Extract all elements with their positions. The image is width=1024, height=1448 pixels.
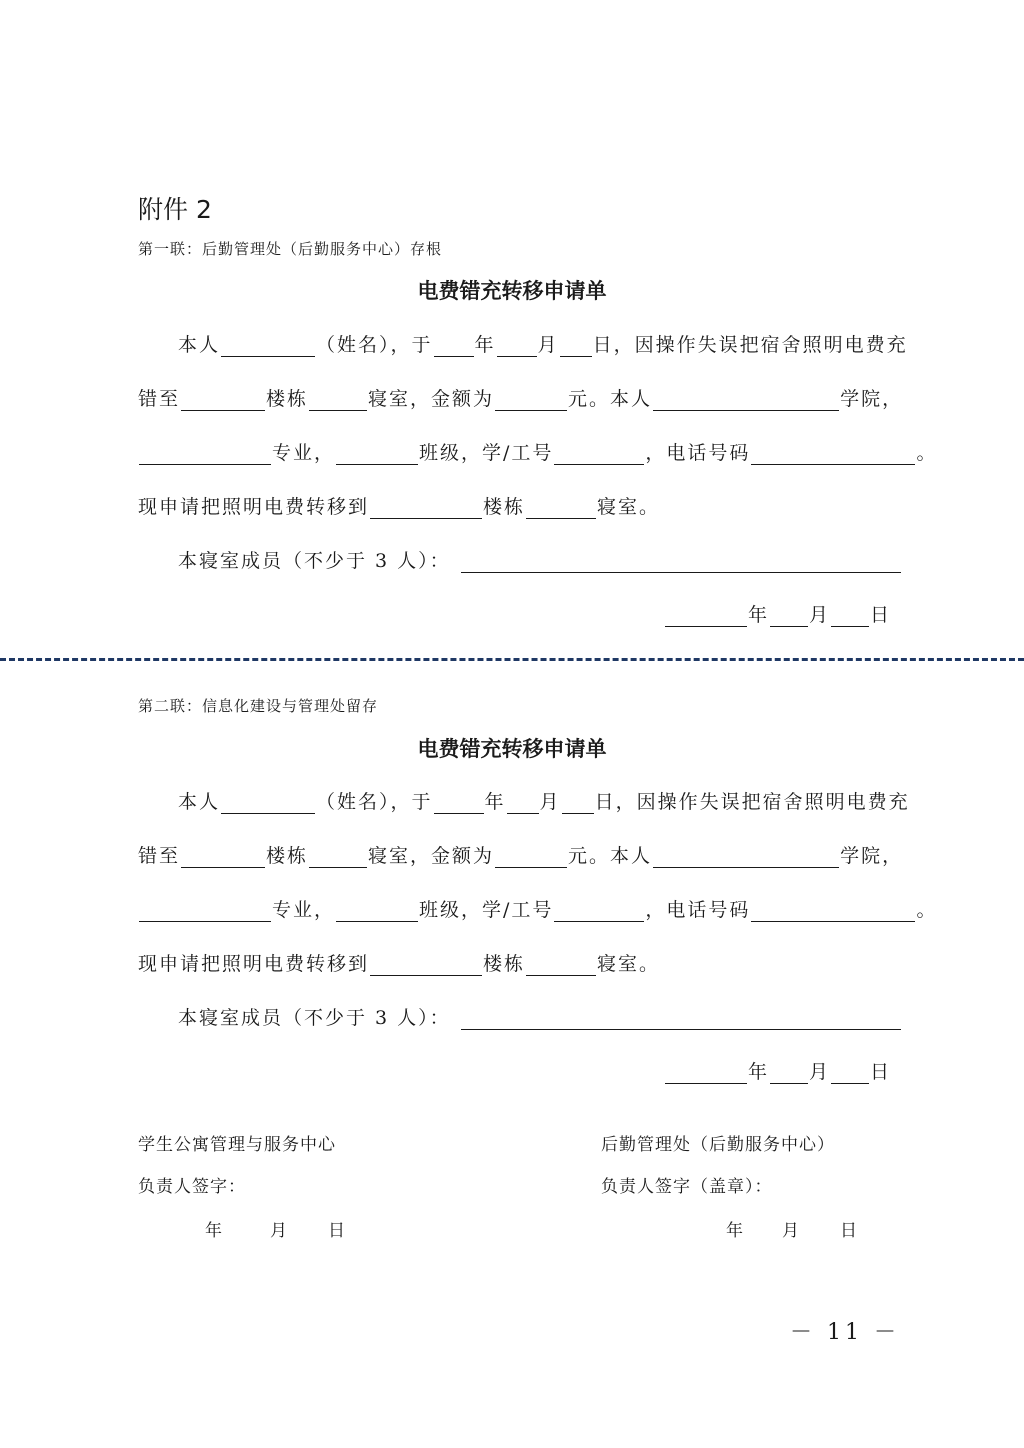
college-blank[interactable] bbox=[653, 847, 839, 868]
text-transfer-to: 现申请把照明电费转移到 bbox=[138, 953, 370, 975]
left-sign-label: 负责人签字： bbox=[138, 1177, 246, 1197]
text-room: 寝室。 bbox=[597, 496, 661, 518]
text-period: 。 bbox=[916, 899, 938, 921]
text-year: 年 bbox=[474, 334, 496, 356]
right-date-day: 日 bbox=[840, 1221, 858, 1241]
text-year: 年 bbox=[484, 791, 506, 813]
text-amount: 寝室，金额为 bbox=[368, 845, 495, 867]
text-year: 年 bbox=[748, 1061, 770, 1083]
text-month: 月 bbox=[809, 604, 831, 626]
text-reason: 日，因操作失误把宿舍照明电费充 bbox=[594, 791, 910, 813]
major-blank[interactable] bbox=[139, 444, 271, 465]
form-line-2 bbox=[138, 841, 903, 868]
target-building-blank[interactable] bbox=[370, 498, 482, 519]
date-year-blank[interactable] bbox=[665, 1063, 747, 1084]
text-major: 专业， bbox=[272, 442, 336, 464]
date-day-blank[interactable] bbox=[831, 1063, 869, 1084]
amount-blank[interactable] bbox=[495, 847, 567, 868]
form-line-1 bbox=[178, 330, 908, 357]
text-phone: ，电话号码 bbox=[645, 442, 751, 464]
amount-blank[interactable] bbox=[495, 390, 567, 411]
text-class-id: 班级，学/工号 bbox=[419, 442, 554, 464]
form-line-5 bbox=[178, 1003, 902, 1030]
text-building: 楼栋 bbox=[483, 496, 526, 518]
target-room-blank[interactable] bbox=[526, 955, 596, 976]
month-blank[interactable] bbox=[507, 793, 539, 814]
text-month: 月 bbox=[539, 791, 561, 813]
text-reason: 日，因操作失误把宿舍照明电费充 bbox=[592, 334, 908, 356]
date-month-blank[interactable] bbox=[770, 1063, 808, 1084]
wrong-room-blank[interactable] bbox=[309, 847, 367, 868]
left-date-day: 日 bbox=[328, 1221, 346, 1241]
major-blank[interactable] bbox=[139, 901, 271, 922]
text-cuo-zhi: 错至 bbox=[138, 845, 181, 867]
wrong-building-blank[interactable] bbox=[181, 390, 265, 411]
college-blank[interactable] bbox=[653, 390, 839, 411]
text-ben-ren: 本人 bbox=[178, 334, 221, 356]
right-org: 后勤管理处（后勤服务中心） bbox=[601, 1135, 835, 1155]
year-blank[interactable] bbox=[434, 336, 474, 357]
text-month: 月 bbox=[537, 334, 559, 356]
text-month: 月 bbox=[809, 1061, 831, 1083]
form-line-5 bbox=[178, 546, 902, 573]
text-yuan: 元。本人 bbox=[568, 845, 653, 867]
month-blank[interactable] bbox=[497, 336, 537, 357]
copy-label-2: 第二联：信息化建设与管理处留存 bbox=[138, 697, 379, 715]
left-org: 学生公寓管理与服务中心 bbox=[138, 1135, 336, 1155]
wrong-room-blank[interactable] bbox=[309, 390, 367, 411]
right-sign-label: 负责人签字（盖章）： bbox=[601, 1177, 773, 1197]
form-title-1: 电费错充转移申请单 bbox=[417, 279, 607, 303]
text-class-id: 班级，学/工号 bbox=[419, 899, 554, 921]
form-line-3 bbox=[138, 895, 937, 922]
text-day: 日 bbox=[870, 1061, 892, 1083]
form-line-4 bbox=[138, 492, 660, 519]
day-blank[interactable] bbox=[560, 336, 592, 357]
form-line-1 bbox=[178, 787, 910, 814]
copy-label-1: 第一联：后勤管理处（后勤服务中心）存根 bbox=[138, 240, 443, 258]
roommates-blank[interactable] bbox=[461, 1009, 901, 1030]
target-room-blank[interactable] bbox=[526, 498, 596, 519]
text-building: 楼栋 bbox=[483, 953, 526, 975]
cut-line bbox=[0, 658, 1024, 661]
day-blank[interactable] bbox=[562, 793, 594, 814]
form-date-1 bbox=[664, 600, 891, 627]
target-building-blank[interactable] bbox=[370, 955, 482, 976]
right-date-month: 月 bbox=[782, 1221, 800, 1241]
class-blank[interactable] bbox=[336, 901, 418, 922]
text-college: 学院， bbox=[840, 845, 904, 867]
attachment-label: 附件 2 bbox=[138, 195, 212, 224]
year-blank[interactable] bbox=[434, 793, 484, 814]
text-major: 专业， bbox=[272, 899, 336, 921]
name-blank[interactable] bbox=[221, 793, 315, 814]
form-line-2 bbox=[138, 384, 903, 411]
text-building: 楼栋 bbox=[266, 388, 309, 410]
text-transfer-to: 现申请把照明电费转移到 bbox=[138, 496, 370, 518]
text-period: 。 bbox=[916, 442, 938, 464]
date-day-blank[interactable] bbox=[831, 606, 869, 627]
text-room: 寝室。 bbox=[597, 953, 661, 975]
form-date-2 bbox=[664, 1057, 891, 1084]
phone-blank[interactable] bbox=[751, 444, 915, 465]
student-id-blank[interactable] bbox=[554, 901, 644, 922]
roommates-blank[interactable] bbox=[461, 552, 901, 573]
form-line-3 bbox=[138, 438, 937, 465]
text-college: 学院， bbox=[840, 388, 904, 410]
date-month-blank[interactable] bbox=[770, 606, 808, 627]
text-roommates: 本寝室成员（不少于 3 人）： bbox=[178, 550, 451, 572]
class-blank[interactable] bbox=[336, 444, 418, 465]
form-line-4 bbox=[138, 949, 660, 976]
left-date-month: 月 bbox=[270, 1221, 288, 1241]
text-ben-ren: 本人 bbox=[178, 791, 221, 813]
name-blank[interactable] bbox=[221, 336, 315, 357]
date-year-blank[interactable] bbox=[665, 606, 747, 627]
student-id-blank[interactable] bbox=[554, 444, 644, 465]
text-phone: ，电话号码 bbox=[645, 899, 751, 921]
text-year: 年 bbox=[748, 604, 770, 626]
text-amount: 寝室，金额为 bbox=[368, 388, 495, 410]
text-name-note: （姓名），于 bbox=[316, 791, 433, 813]
page-number: － 11 － bbox=[790, 1320, 900, 1345]
text-roommates: 本寝室成员（不少于 3 人）： bbox=[178, 1007, 451, 1029]
text-yuan: 元。本人 bbox=[568, 388, 653, 410]
text-cuo-zhi: 错至 bbox=[138, 388, 181, 410]
text-building: 楼栋 bbox=[266, 845, 309, 867]
phone-blank[interactable] bbox=[751, 901, 915, 922]
text-name-note: （姓名），于 bbox=[316, 334, 433, 356]
left-date-year: 年 bbox=[205, 1221, 223, 1241]
wrong-building-blank[interactable] bbox=[181, 847, 265, 868]
text-day: 日 bbox=[870, 604, 892, 626]
right-date-year: 年 bbox=[726, 1221, 744, 1241]
form-title-2: 电费错充转移申请单 bbox=[417, 737, 607, 761]
